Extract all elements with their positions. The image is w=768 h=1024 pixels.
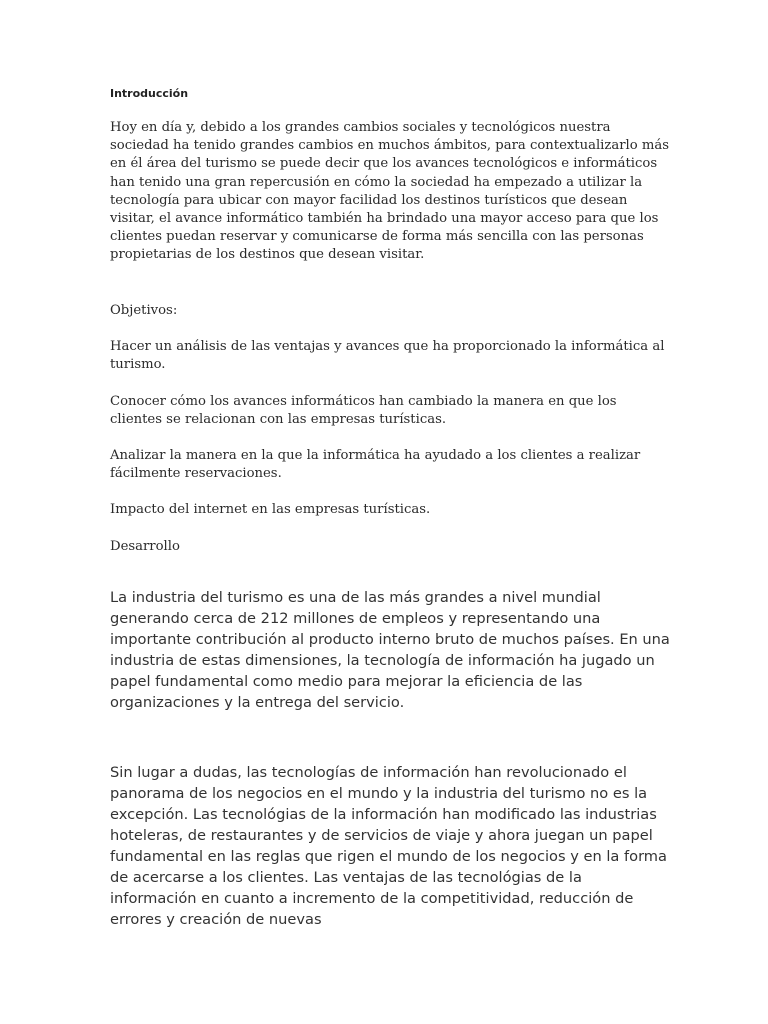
objective-item: Conocer cómo los avances informáticos han cambiado la manera en que los clientes se relacionan con las empresas turísticas. [110,394,617,428]
development-title: Desarrollo [110,539,180,554]
objective-item: Hacer un análisis de las ventajas y avances que ha proporcionado la informática al turismo. [110,339,665,373]
objective-item: Impacto del internet en las empresas turísticas. [110,502,431,517]
objectives-title: Objetivos: [110,303,178,318]
objective-item: Analizar la manera en la que la informática ha ayudado a los clientes a realizar fácilmente reservaciones. [110,448,641,482]
development-paragraph: Sin lugar a dudas, las tecnologías de información han revolucionado el panorama de los negocios en el mundo y la industria del turismo no es la excepción. Las tecnológias de la información han modificado las industrias hoteleras, de restaurantes y de servicios de viaje y ahora juegan un papel fundamental en las reglas que rigen el mundo de los negocios y en la forma de acercarse a los clientes. Las ventajas de las tecnológias de la información en cuanto a incremento de la competitividad, reducción de errores y creación de nuevas [110,764,667,928]
intro-title: Introducción [110,87,189,100]
development-paragraph: La industria del turismo es una de las más grandes a nivel mundial generando cerca de 212 millones de empleos y representando una importante contribución al producto interno bruto de muchos países. En una industria de estas dimensiones, la tecnología de información ha jugado un papel fundamental como medio para mejorar la eficiencia de las organizaciones y la entrega del servicio. [110,589,670,711]
intro-paragraph: Hoy en día y, debido a los grandes cambios sociales y tecnológicos nuestra sociedad ha tenido grandes cambios en muchos ámbitos, para contextualizarlo más en él área del turismo se puede decir que los avances tecnológicos e informáticos han tenido una gran repercusión en cómo la sociedad ha empezado a utilizar la tecnología para ubicar con mayor facilidad los destinos turísticos que desean visitar, el avance informático también ha brindado una mayor acceso para que los clientes puedan reservar y comunicarse de forma más sencilla con las personas propietarias de los destinos que desean visitar. [110,120,670,263]
